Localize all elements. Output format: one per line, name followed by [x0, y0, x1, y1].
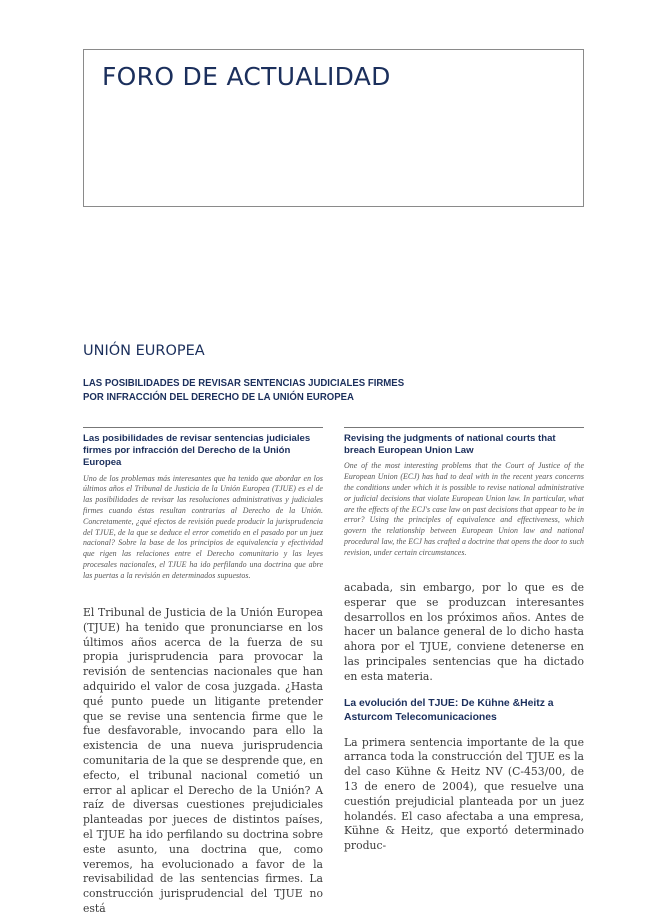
- abstract-spanish: [83, 427, 323, 582]
- abstract-spanish-heading: Las posibilidades de revisar sentencias judiciales firmes por infracción del Derecho de la Unión Europea: [83, 433, 311, 469]
- article-title: [83, 377, 409, 404]
- abstract-english-heading: Revising the judgments of national courts that breach European Union Law: [344, 433, 556, 457]
- abstract-english-text: One of the most interesting problems that the Court of Justice of the European Union (ECJ) has had to deal with in the recent years concerns the conditions under which it is possible to revise national administrative or judicial decisions that violate European Union law. In particular, what are the effects of the ECJ's case law on past decisions that appear to be in error? Using the principles of equivalence and effectiveness, which govern the relationship between European Union law and national procedural law, the ECJ has crafted a doctrine that opens the door to such revision, under certain circumstances.: [344, 461, 584, 557]
- section-label: UNIÓN EUROPEA: [83, 343, 205, 359]
- body-column-right: [344, 581, 584, 854]
- body-paragraph: El Tribunal de Justicia de la Unión Europea (TJUE) ha tenido que pronunciarse en los últimos años acerca de la fuerza de su propia jurisprudencia para provocar la revisión de sentencias nacionales que han adquirido el valor de cosa juzgada. ¿Hasta qué punto puede un litigante pretender que se revise una sentencia firme que le fue desfavorable, invocando para ello la existencia de una nueva jurisprudencia comunitaria de la que se desprende que, en efecto, el tribunal nacional cometió un error al aplicar el Derecho de la Unión? A raíz de diversas cuestiones prejudiciales planteadas por jueces de distintos países, el TJUE ha ido perfilando su doctrina sobre este asunto, una doctrina que, como veremos, ha evolucionado a favor de la revisabilidad de las sentencias firmes. La construcción jurisprudencial del TJUE no está: [83, 606, 323, 915]
- header-box: [83, 49, 584, 207]
- subsection-heading: La evolución del TJUE: De Kühne &Heitz a Asturcom Telecomunicaciones: [344, 697, 554, 723]
- article-title-line-2: POR INFRACCIÓN DEL DERECHO DE LA UNIÓN EUROPEA: [83, 391, 354, 403]
- body-column-left: [83, 606, 323, 917]
- body-paragraph: acabada, sin embargo, por lo que es de esperar que se produzcan interesantes desarrollos en los próximos años. Antes de hacer un balance general de lo dicho hasta ahora por el TJUE, conviene detenerse en las principales sentencias que ha dictado en esta materia.: [344, 581, 584, 683]
- body-paragraph: La primera sentencia importante de la que arranca toda la construcción del TJUE es la del caso Kühne & Heitz NV (C-453/00, de 13 de enero de 2004), que resuelve una cuestión prejudicial planteada por un juez holandés. El caso afectaba a una empresa, Kühne & Heitz, que exportó determinado produc-: [344, 735, 584, 853]
- article-title-line-1: LAS POSIBILIDADES DE REVISAR SENTENCIAS JUDICIALES FIRMES: [83, 378, 405, 389]
- abstract-english: [344, 427, 584, 559]
- abstract-spanish-text: Uno de los problemas más interesantes que ha tenido que abordar en los últimos años el Tribunal de Justicia de la Unión Europea (TJUE) es el de las posibilidades de revisar las resoluciones administrativas y judiciales firmes cuando éstas resultan contrarias al Derecho de la Unión. Concretamente, ¿qué efectos de revisión puede producir la jurisprudencia del TJUE, de la que se deduce el error cometido en el pasado por un juez nacional? Sobre la base de los principios de equivalencia y efectividad que rigen las relaciones entre el Derecho comunitario y las leyes procesales nacionales, el TJUE ha ido perfilando una doctrina que abre las puertas a la revisión en determinados supuestos.: [83, 473, 323, 580]
- page-title: FORO DE ACTUALIDAD: [102, 62, 391, 91]
